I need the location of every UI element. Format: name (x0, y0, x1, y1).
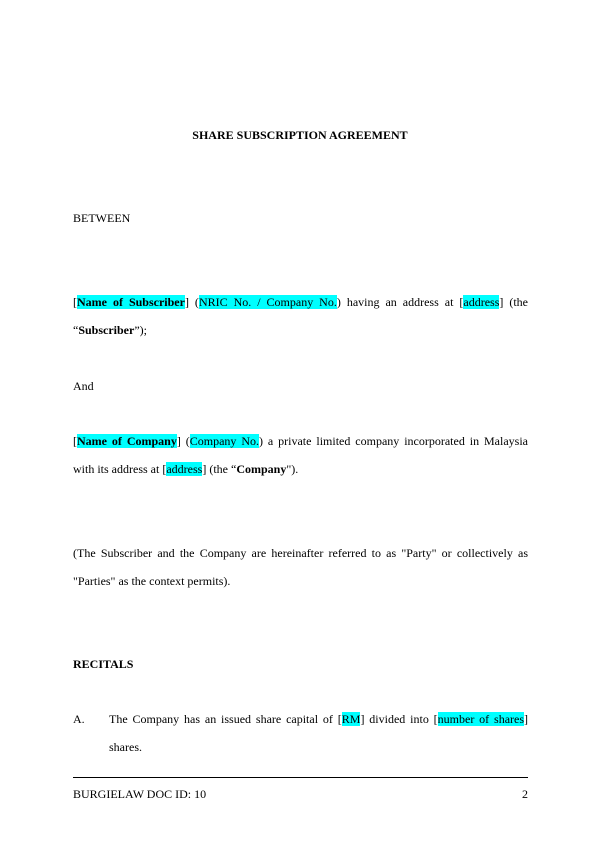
recital-a-line-2: shares. (109, 740, 142, 754)
recital-a-marker: A. (73, 712, 85, 726)
recital-a-line-1: The Company has an issued share capital of [RM] divided into [number of shares] (109, 712, 529, 726)
parties-paragraph-line-2: "Parties" as the context permits). (73, 574, 231, 588)
and-label: And (73, 379, 94, 393)
between-label: BETWEEN (73, 211, 131, 225)
number-of-shares-field[interactable]: number of shares (437, 712, 525, 726)
rm-field[interactable]: RM (341, 712, 361, 726)
nric-field[interactable]: NRIC No. / Company No. (198, 295, 337, 309)
company-no-field[interactable]: Company No. (189, 434, 259, 448)
footer-doc-id: BURGIELAW DOC ID: 10 (73, 787, 207, 801)
footer-divider (73, 777, 528, 778)
subscriber-address-field[interactable]: address (463, 295, 500, 309)
company-address-field[interactable]: address (166, 462, 203, 476)
company-paragraph-line-2: with its address at [address] (the “Company"). (73, 462, 299, 476)
recitals-heading: RECITALS (73, 657, 134, 671)
subscriber-paragraph-line-1: [Name of Subscriber] (NRIC No. / Company No.) having an address at [address] (the (73, 295, 529, 309)
footer-page-number: 2 (522, 787, 528, 801)
subscriber-paragraph-line-2: “Subscriber”); (73, 323, 147, 337)
name-of-company-field[interactable]: Name of Company (77, 434, 177, 448)
parties-paragraph-line-1: (The Subscriber and the Company are hereinafter referred to as "Party" or collectively as (73, 546, 528, 560)
name-of-subscriber-field[interactable]: Name of Subscriber (77, 295, 185, 309)
company-paragraph-line-1: [Name of Company] (Company No.) a private limited company incorporated in Malaysia (73, 434, 528, 448)
document-title: SHARE SUBSCRIPTION AGREEMENT (192, 128, 408, 142)
